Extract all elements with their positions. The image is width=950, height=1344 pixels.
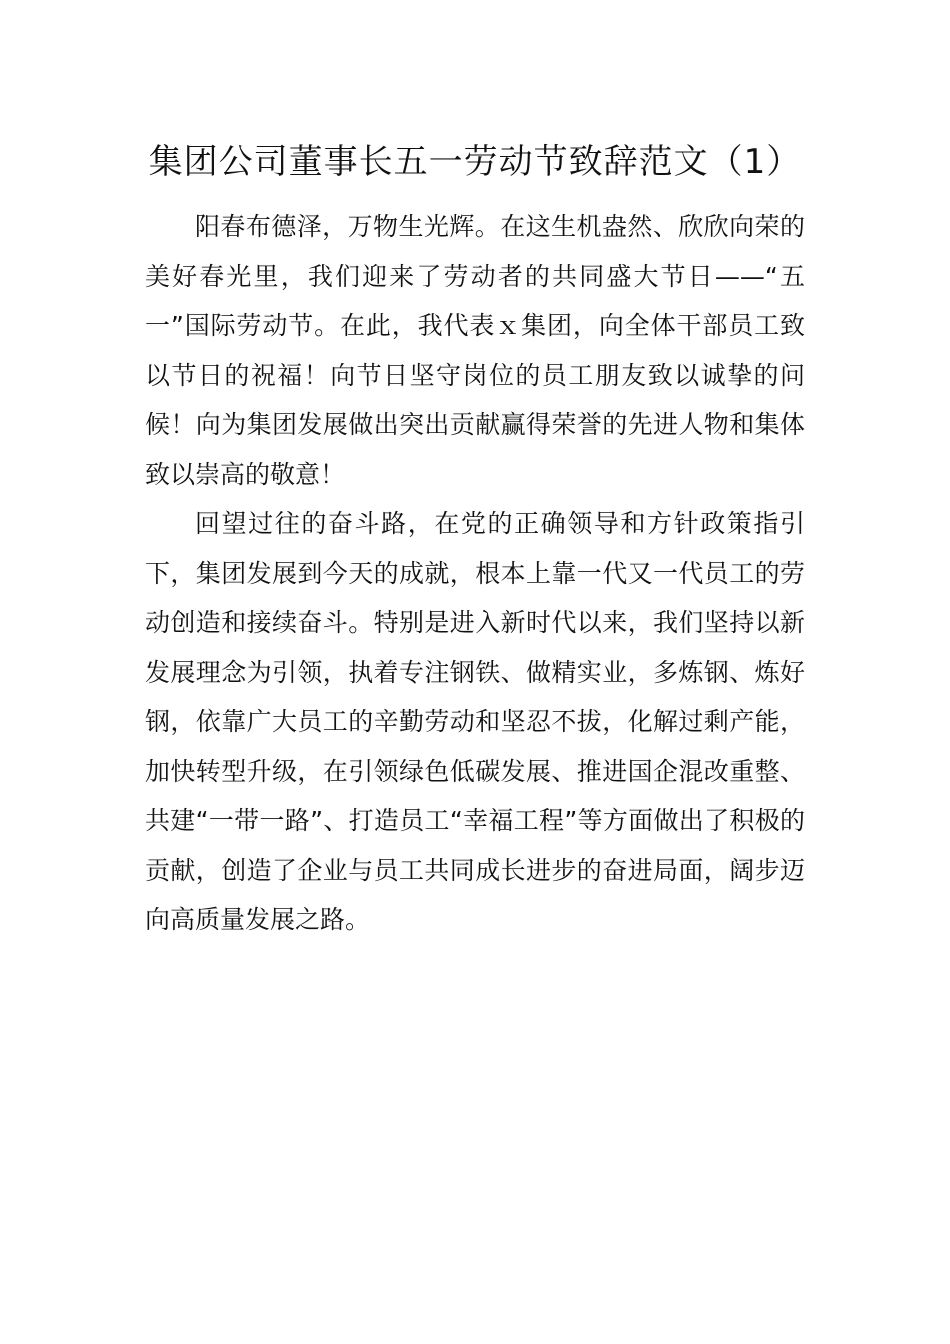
paragraph-1: 阳春布德泽，万物生光辉。在这生机盎然、欣欣向荣的美好春光里，我们迎来了劳动者的共同盛大节日——“五一”国际劳动节。在此，我代表ｘ集团，向全体干部员工致以节日的祝福！向节日坚守岗位的员工朋友致以诚挚的问候！向为集团发展做出突出贡献赢得荣誉的先进人物和集体致以崇高的敬意！ bbox=[145, 212, 805, 489]
document-body bbox=[145, 202, 805, 945]
paragraph-2: 回望过往的奋斗路，在党的正确领导和方针政策指引下，集团发展到今天的成就，根本上靠一代又一代员工的劳动创造和接续奋斗。特别是进入新时代以来，我们坚持以新发展理念为引领，执着专注钢铁、做精实业，多炼钢、炼好钢，依靠广大员工的辛勤劳动和坚忍不拔，化解过剩产能，加快转型升级，在引领绿色低碳发展、推进国企混改重整、共建“一带一路”、打造员工“幸福工程”等方面做出了积极的贡献，创造了企业与员工共同成长进步的奋进局面，阔步迈向高质量发展之路。 bbox=[145, 509, 805, 934]
document-title: 集团公司董事长五一劳动节致辞范文（1） bbox=[148, 142, 802, 182]
